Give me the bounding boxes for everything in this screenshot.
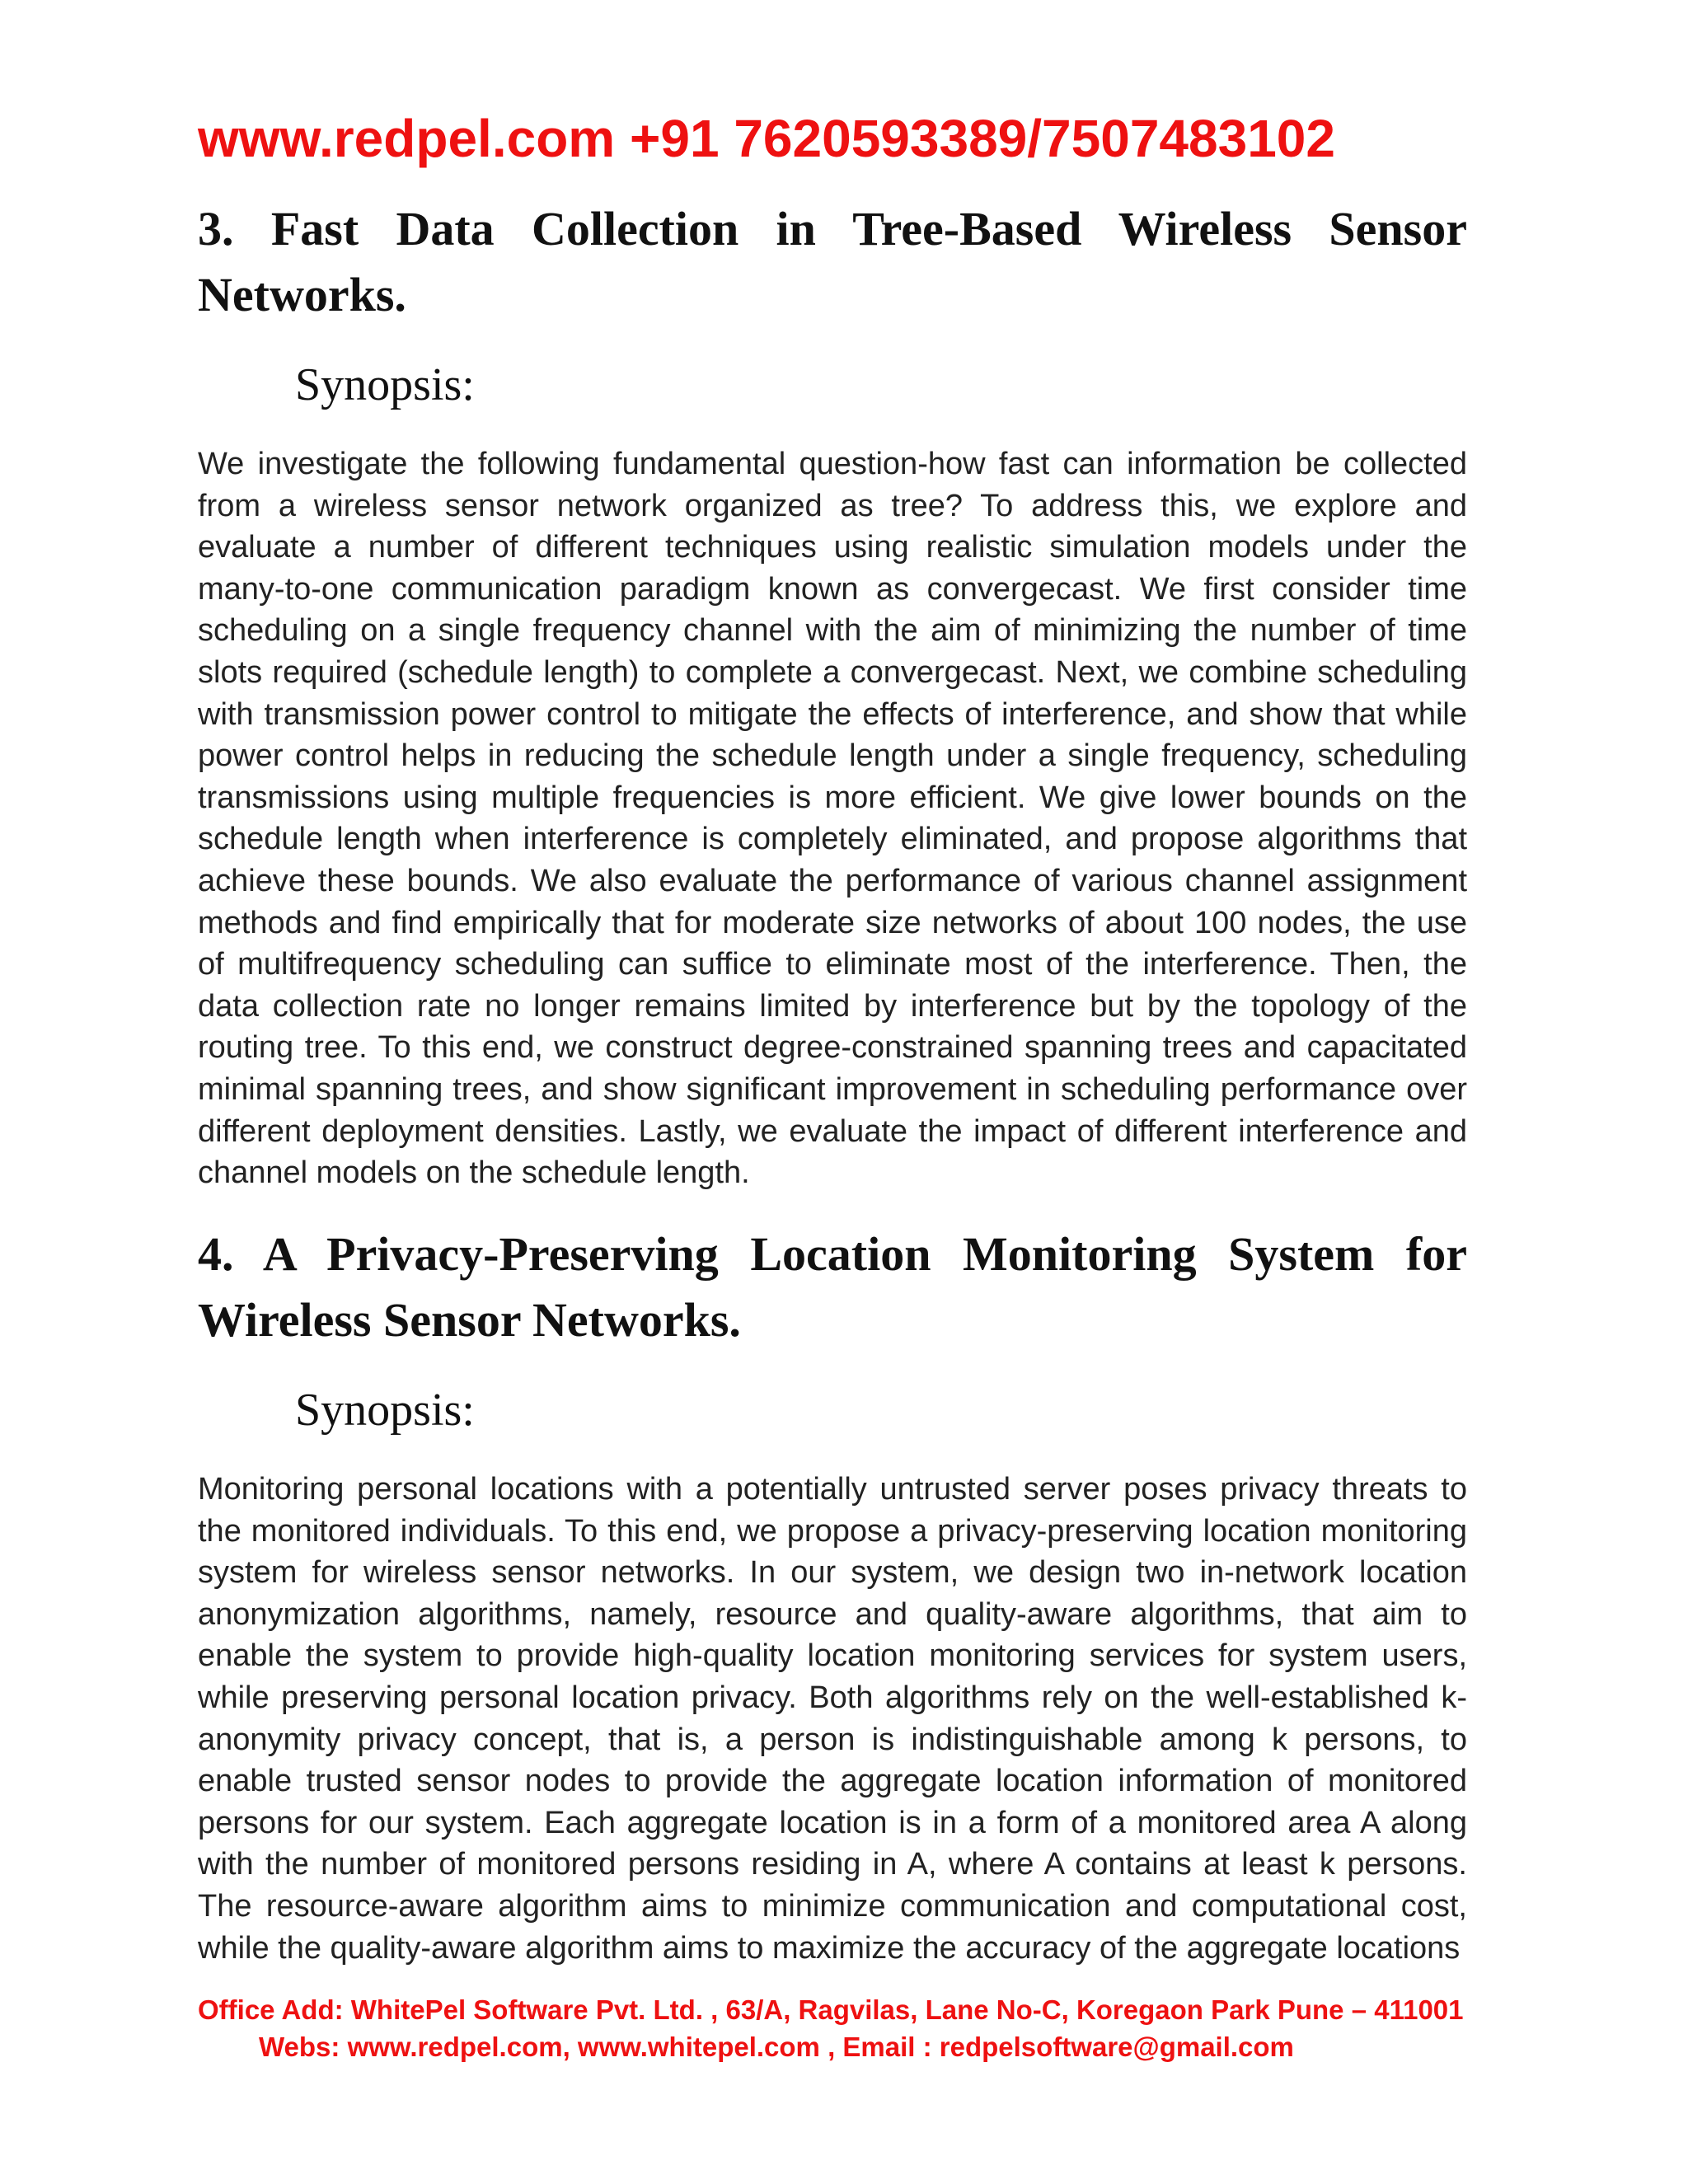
section-fast-data-collection — [198, 196, 1467, 1194]
header-contact-line: www.redpel.com +91 7620593389/7507483102 — [198, 109, 1335, 168]
section-title: 3. Fast Data Collection in Tree-Based Wireless Sensor Networks. — [198, 202, 1467, 321]
footer-webs-email: Webs: www.redpel.com, www.whitepel.com , Email : redpelsoftware@gmail.com — [259, 2032, 1294, 2062]
synopsis-label: Synopsis: — [295, 359, 475, 410]
page-footer — [198, 1991, 1484, 2065]
synopsis-paragraph: We investigate the following fundamental question-how fast can information be collected from a wireless sensor network organized as tree? To address this, we explore and evaluate a number of different techniques using realistic simulation models under the many-to-one communication paradigm known as convergecast. We first consider time scheduling on a single frequency channel with the aim of minimizing the number of time slots required (schedule length) to complete a convergecast. Next, we combine scheduling with transmission power control to mitigate the effects of interference, and show that while power control helps in reducing the schedule length under a single frequency, scheduling transmissions using multiple frequencies is more efficient. We give lower bounds on the schedule length when interference is completely eliminated, and propose algorithms that achieve these bounds. We also evaluate the performance of various channel assignment methods and find empirically that for moderate size networks of about 100 nodes, the use of multifrequency scheduling can suffice to eliminate most of the interference. Then, the data collection rate no longer remains limited by interference but by the topology of the routing tree. To this end, we construct degree-constrained spanning trees and capacitated minimal spanning trees, and show significant improvement in scheduling performance over different deployment densities. Lastly, we evaluate the impact of different interference and channel models on the schedule length. — [198, 447, 1467, 1191]
footer-office-address: Office Add: WhitePel Software Pvt. Ltd. , 63/A, Ragvilas, Lane No-C, Koregaon Park Pune – 411001 — [198, 1994, 1464, 2025]
synopsis-label: Synopsis: — [295, 1385, 475, 1436]
section-privacy-location-monitoring — [198, 1221, 1467, 1969]
section-title: 4. A Privacy-Preserving Location Monitoring System for Wireless Sensor Networks. — [198, 1227, 1467, 1347]
synopsis-paragraph: Monitoring personal locations with a potentially untrusted server poses privacy threats to the monitored individuals. To this end, we propose a privacy-preserving location monitoring system for wireless sensor networks. In our system, we design two in-network location anonymization algorithms, namely, resource and quality-aware algorithms, that aim to enable the system to provide high-quality location monitoring services for system users, while preserving personal location privacy. Both algorithms rely on the well-established k-anonymity privacy concept, that is, a person is indistinguishable among k persons, to enable trusted sensor nodes to provide the aggregate location information of monitored persons for our system. Each aggregate location is in a form of a monitored area A along with the number of monitored persons residing in A, where A contains at least k persons. The resource-aware algorithm aims to minimize communication and computational cost, while the quality-aware algorithm aims to maximize the accuracy of the aggregate locations — [198, 1472, 1467, 1966]
